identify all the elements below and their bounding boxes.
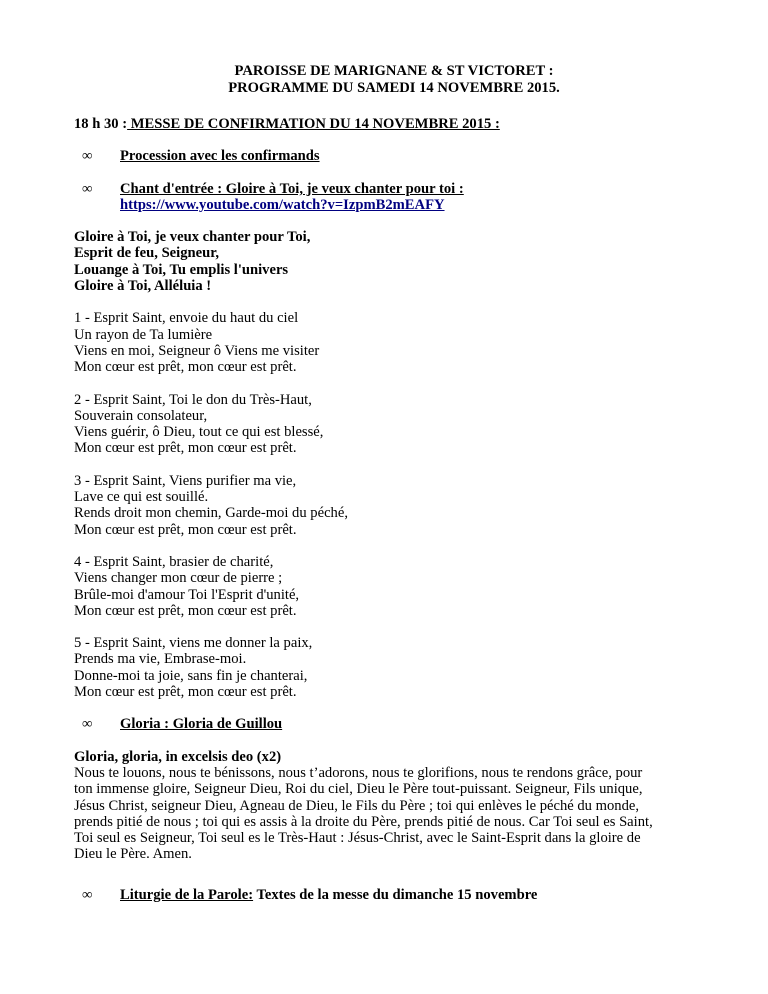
verse-line: Brûle-moi d'amour Toi l'Esprit d'unité, bbox=[74, 586, 300, 603]
refrain-line: Louange à Toi, Tu emplis l'univers bbox=[74, 261, 289, 278]
verse-4 bbox=[74, 554, 694, 619]
verse-2 bbox=[74, 392, 694, 457]
verse-1 bbox=[74, 310, 694, 375]
gloria-text-line: ton immense gloire, Seigneur Dieu, Roi du ciel, Dieu le Père tout-puissant. Seigneur, Fils unique, bbox=[74, 781, 643, 798]
refrain-line: Gloire à Toi, Alléluia ! bbox=[74, 278, 212, 295]
verse-line: Souverain consolateur, bbox=[74, 407, 208, 424]
gloria-text-line: prends pitié de nous ; toi qui es assis à la droite du Père, prends pitié de nous. Car Toi seul es Saint, bbox=[74, 813, 653, 830]
liturgie-label: Liturgie de la Parole: bbox=[120, 886, 254, 903]
chant-label: Chant d'entrée : Gloire à Toi, je veux chanter pour toi : bbox=[120, 180, 464, 197]
verse-line: 4 - Esprit Saint, brasier de charité, bbox=[74, 553, 274, 570]
verse-line: Mon cœur est prêt, mon cœur est prêt. bbox=[74, 602, 297, 619]
refrain-line: Gloire à Toi, je veux chanter pour Toi, bbox=[74, 229, 311, 246]
bullet-chant bbox=[74, 181, 694, 214]
verse-line: 3 - Esprit Saint, Viens purifier ma vie, bbox=[74, 472, 297, 489]
verse-line: Mon cœur est prêt, mon cœur est prêt. bbox=[74, 521, 297, 538]
youtube-link[interactable]: https://www.youtube.com/watch?v=IzpmB2mEAFY bbox=[120, 196, 445, 213]
verse-line: 5 - Esprit Saint, viens me donner la paix, bbox=[74, 635, 313, 652]
verse-line: Mon cœur est prêt, mon cœur est prêt. bbox=[74, 440, 297, 457]
gloria-text-line: Toi seul es Seigneur, Toi seul es le Très-Haut : Jésus-Christ, avec le Saint-Esprit dans la gloire de bbox=[74, 830, 641, 847]
liturgie-heading bbox=[120, 887, 694, 903]
document-page bbox=[74, 63, 694, 903]
gloria-block bbox=[74, 749, 694, 863]
mass-heading bbox=[74, 116, 694, 132]
verse-line: Un rayon de Ta lumière bbox=[74, 326, 213, 343]
refrain-block bbox=[74, 229, 694, 294]
document-header bbox=[74, 63, 694, 97]
liturgie-text: Textes de la messe du dimanche 15 novembre bbox=[253, 886, 538, 903]
verse-line: Viens guérir, ô Dieu, tout ce qui est blessé, bbox=[74, 424, 324, 441]
bullet-symbol: ∞ bbox=[82, 886, 93, 903]
bullet-liturgie bbox=[74, 887, 694, 903]
mass-time: 18 h 30 : bbox=[74, 116, 128, 132]
gloria-text-line: Nous te louons, nous te bénissons, nous t’adorons, nous te glorifions, nous te rendons grâce, pour bbox=[74, 764, 643, 781]
verse-line: Viens en moi, Seigneur ô Viens me visiter bbox=[74, 342, 320, 359]
gloria-text-line: Dieu le Père. Amen. bbox=[74, 846, 192, 863]
verse-line: Mon cœur est prêt, mon cœur est prêt. bbox=[74, 684, 297, 701]
bullet-procession bbox=[74, 148, 694, 164]
procession-label: Procession avec les confirmands bbox=[120, 148, 320, 165]
verse-line: Rends droit mon chemin, Garde-moi du péché, bbox=[74, 505, 348, 522]
header-line-2: PROGRAMME DU SAMEDI 14 NOVEMBRE 2015. bbox=[228, 80, 560, 96]
verse-line: 1 - Esprit Saint, envoie du haut du ciel bbox=[74, 310, 299, 327]
gloria-text-line: Jésus Christ, seigneur Dieu, Agneau de Dieu, le Fils du Père ; toi qui enlèves le péché du monde, bbox=[74, 797, 639, 814]
verse-line: Viens changer mon cœur de pierre ; bbox=[74, 570, 283, 587]
verse-line: Mon cœur est prêt, mon cœur est prêt. bbox=[74, 359, 297, 376]
bullet-symbol: ∞ bbox=[82, 716, 93, 733]
gloria-refrain: Gloria, gloria, in excelsis deo (x2) bbox=[74, 748, 282, 765]
verse-3 bbox=[74, 473, 694, 538]
refrain-line: Esprit de feu, Seigneur, bbox=[74, 245, 220, 262]
header-line-1: PAROISSE DE MARIGNANE & ST VICTORET : bbox=[234, 63, 554, 79]
verse-line: Donne-moi ta joie, sans fin je chanterai, bbox=[74, 667, 308, 684]
verse-5 bbox=[74, 635, 694, 700]
mass-title: MESSE DE CONFIRMATION DU 14 NOVEMBRE 2015 : bbox=[127, 116, 500, 132]
verse-line: Prends ma vie, Embrase-moi. bbox=[74, 651, 247, 668]
verse-line: 2 - Esprit Saint, Toi le don du Très-Haut, bbox=[74, 391, 312, 408]
gloria-label: Gloria : Gloria de Guillou bbox=[120, 716, 283, 733]
verse-line: Lave ce qui est souillé. bbox=[74, 489, 209, 506]
bullet-symbol: ∞ bbox=[82, 148, 93, 165]
bullet-gloria bbox=[74, 716, 694, 732]
bullet-symbol: ∞ bbox=[82, 180, 93, 197]
